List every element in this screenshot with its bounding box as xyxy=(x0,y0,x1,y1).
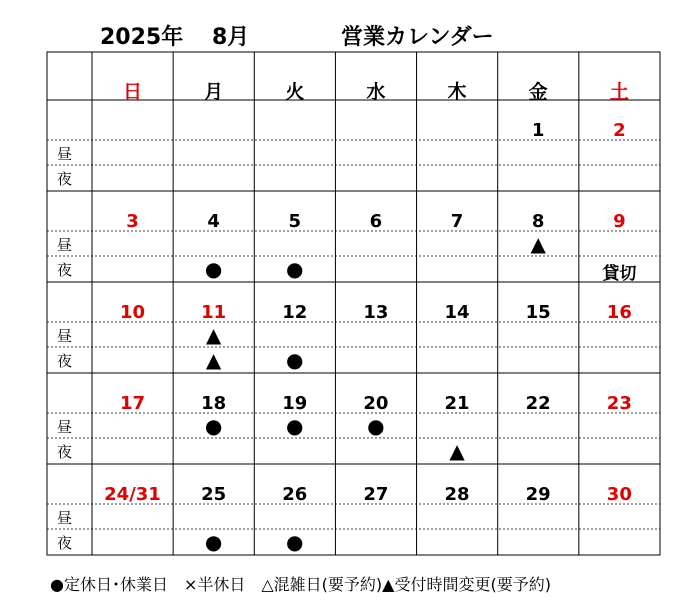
weekday-header: 木 xyxy=(447,81,467,103)
noon-mark: ● xyxy=(367,414,385,438)
slot-label-noon: 昼 xyxy=(57,509,73,527)
weekday-header: 日 xyxy=(122,81,142,103)
day-number: 1 xyxy=(531,120,545,141)
weekday-header: 水 xyxy=(366,81,386,103)
day-number: 7 xyxy=(450,211,464,232)
night-mark: ▲ xyxy=(205,348,222,372)
day-number: 10 xyxy=(119,302,146,323)
title-month: 8月 xyxy=(212,25,250,50)
weekday-header: 土 xyxy=(609,81,629,103)
day-number: 5 xyxy=(288,211,302,232)
day-number: 4 xyxy=(207,211,220,232)
night-mark: ● xyxy=(204,257,223,281)
slot-label-night: 夜 xyxy=(57,443,73,461)
slot-label-night: 夜 xyxy=(57,261,73,279)
day-number: 28 xyxy=(444,484,470,505)
noon-mark: ● xyxy=(286,414,304,438)
noon-mark: ▲ xyxy=(530,232,546,256)
day-number: 9 xyxy=(613,211,626,232)
slot-label-noon: 昼 xyxy=(57,236,73,254)
page-title: 営業カレンダー xyxy=(341,25,494,50)
day-number: 14 xyxy=(444,302,470,323)
day-number: 19 xyxy=(282,393,308,414)
slot-label-noon: 昼 xyxy=(57,145,73,163)
weekday-header: 月 xyxy=(204,81,224,103)
day-number: 20 xyxy=(363,393,389,414)
day-number: 23 xyxy=(606,393,632,414)
day-number: 26 xyxy=(282,484,308,505)
slot-label-noon: 昼 xyxy=(57,327,73,345)
night-mark: ● xyxy=(286,530,304,554)
night-mark: ● xyxy=(286,257,304,281)
day-number: 18 xyxy=(201,393,227,414)
day-number: 30 xyxy=(606,484,632,505)
day-number: 6 xyxy=(369,211,383,232)
day-number: 27 xyxy=(363,484,389,505)
day-number: 15 xyxy=(525,302,551,323)
night-mark: ▲ xyxy=(449,439,465,463)
noon-mark: ● xyxy=(204,414,223,438)
day-number: 3 xyxy=(126,211,139,232)
slot-label-night: 夜 xyxy=(57,352,73,370)
title-year: 2025年 xyxy=(100,25,184,50)
slot-label-night: 夜 xyxy=(57,170,73,188)
day-number: 16 xyxy=(606,302,632,323)
day-number: 24/31 xyxy=(104,484,161,505)
day-number: 25 xyxy=(201,484,227,505)
day-number: 21 xyxy=(444,393,470,414)
day-number: 29 xyxy=(525,484,551,505)
weekday-header: 金 xyxy=(528,81,548,103)
weekday-header: 火 xyxy=(285,81,305,103)
day-number: 17 xyxy=(119,393,146,414)
noon-mark: ▲ xyxy=(205,323,222,347)
night-mark: 貸切 xyxy=(602,264,637,284)
slot-label-night: 夜 xyxy=(57,534,73,552)
day-number: 11 xyxy=(201,302,227,323)
day-number: 22 xyxy=(525,393,551,414)
night-mark: ● xyxy=(286,348,304,372)
day-number: 13 xyxy=(363,302,389,323)
day-number: 8 xyxy=(531,211,545,232)
day-number: 2 xyxy=(613,120,626,141)
legend: ●定休日･休業日 ×半休日 △混雑日(要予約)▲受付時間変更(要予約) xyxy=(50,575,551,594)
day-number: 12 xyxy=(282,302,308,323)
slot-label-noon: 昼 xyxy=(57,418,73,436)
night-mark: ● xyxy=(204,530,223,554)
